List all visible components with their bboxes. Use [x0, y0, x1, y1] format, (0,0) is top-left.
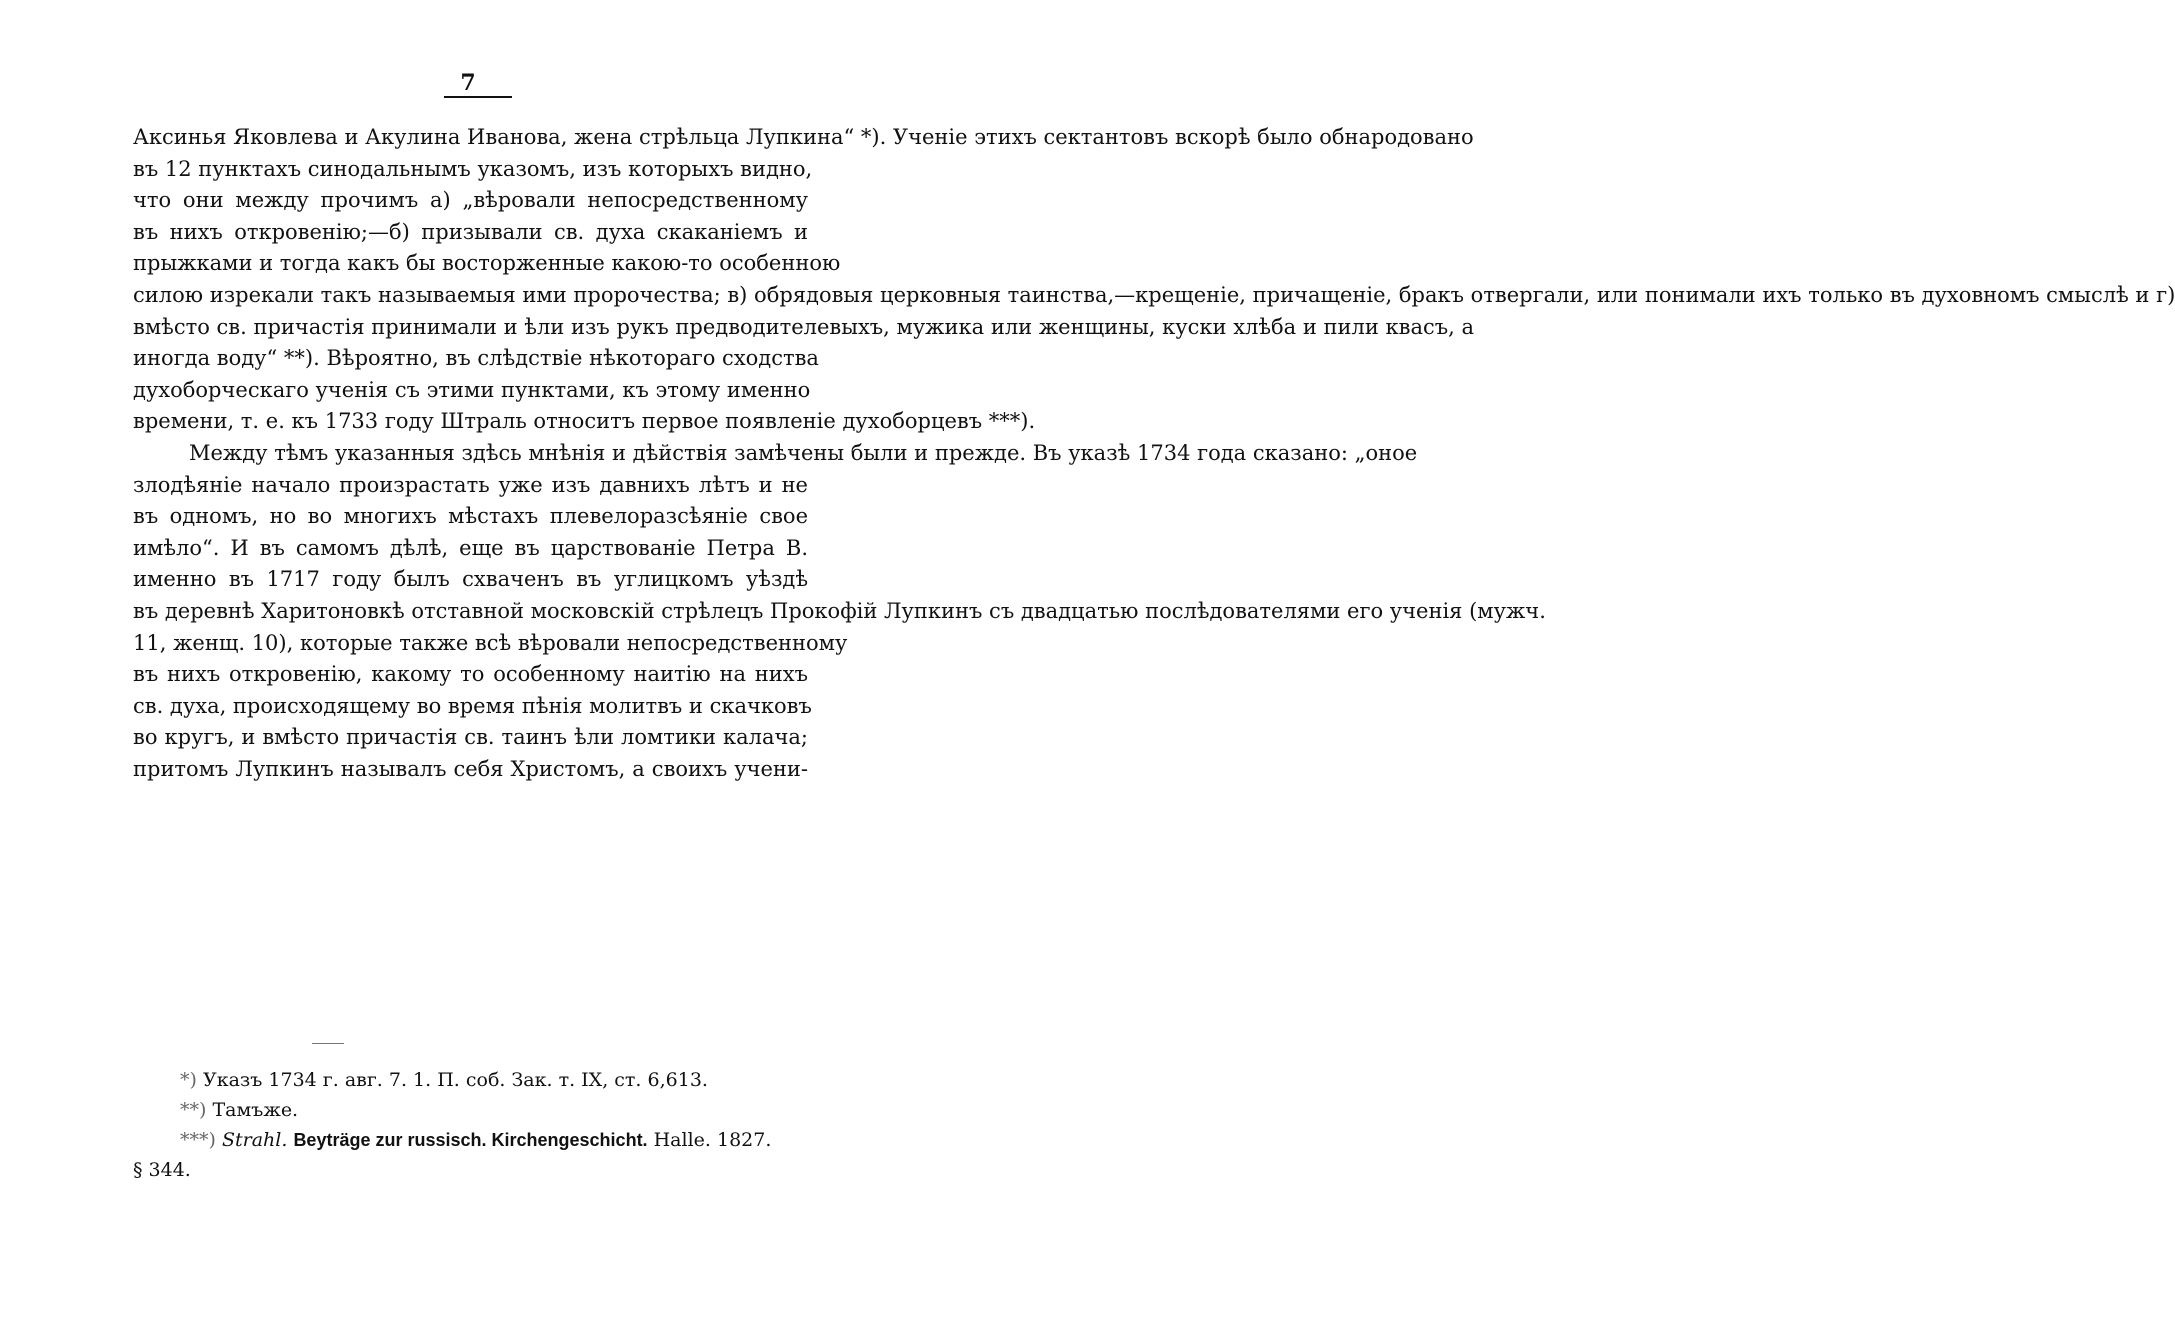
footnote-title: Beyträge zur russisch. Kirchengeschicht. [293, 1130, 648, 1150]
footnote-separator [312, 1043, 344, 1044]
footnote-3 [133, 1125, 808, 1155]
body-text [133, 122, 2175, 785]
footnote-3-continuation [133, 1155, 808, 1185]
text-line: что они между прочимъ а) „вѣровали непосредственному [133, 188, 808, 213]
text-line: прыжками и тогда какъ бы восторженные какою-то особенною [133, 251, 841, 276]
footnote-2 [133, 1095, 808, 1125]
text-line: во кругъ, и вмѣсто причастія св. таинъ ѣли ломтики калача; [133, 725, 808, 750]
footnotes [133, 1065, 808, 1185]
page-number: 7 [460, 70, 476, 96]
paragraph-start-line: Между тѣмъ указанныя здѣсь мнѣнія и дѣйствія замѣчены были и прежде. Въ указѣ 1734 года сказано: „оное [189, 440, 1418, 465]
text-line: притомъ Лупкинъ называлъ себя Христомъ, а своихъ учени- [133, 756, 808, 781]
text-line: имѣло“. И въ самомъ дѣлѣ, еще въ царствованіе Петра В. [133, 535, 808, 560]
text-line: Аксинья Яковлева и Акулина Иванова, жена стрѣльца Лупкина“ *). Ученіе этихъ сектантовъ вскорѣ было обнародовано [133, 125, 1474, 149]
footnote-marker: ***) [180, 1129, 216, 1151]
text-line: злодѣяніе начало произрастать уже изъ давнихъ лѣтъ и не [133, 472, 808, 497]
text-line: въ деревнѣ Харитоновкѣ отставной московскій стрѣлецъ Прокофій Лупкинъ съ двадцатью послѣдователями его ученія (мужч. [133, 598, 1546, 623]
page-number-rule [444, 96, 512, 98]
text-line: иногда воду“ **). Вѣроятно, въ слѣдствіе нѣкотораго сходства [133, 346, 819, 371]
footnote-marker: *) [180, 1069, 197, 1091]
footnote-text: Указъ 1734 г. авг. 7. 1. П. соб. Зак. т. IX, ст. 6,613. [202, 1069, 708, 1091]
text-line: въ нихъ откровенію;—б) призывали св. духа скаканіемъ и [133, 219, 808, 244]
text-line: въ одномъ, но во многихъ мѣстахъ плевелоразсѣяніе свое [133, 504, 808, 529]
text-line: времени, т. е. къ 1733 году Штраль относитъ первое появленіе духоборцевъ ***). [133, 409, 1036, 434]
text-line: силою изрекали такъ называемыя ими пророчества; в) обрядовыя церковныя таинства,—крещеніе, причащеніе, бракъ отвергали, или понимали ихъ только въ духовномъ смыслѣ и г) [133, 282, 2175, 307]
text-line: вмѣсто св. причастія принимали и ѣли изъ рукъ предводителевыхъ, мужика или женщины, куски хлѣба и пили квасъ, а [133, 314, 1475, 339]
footnote-text: § 344. [133, 1159, 191, 1181]
footnote-1 [133, 1065, 808, 1095]
text-line: именно въ 1717 году былъ схваченъ въ углицкомъ уѣздѣ [133, 567, 808, 592]
footnote-author: Strahl. [221, 1129, 288, 1151]
text-line: духоборческаго ученія съ этими пунктами, къ этому именно [133, 377, 811, 402]
footnote-text: Тамъже. [212, 1099, 299, 1121]
text-line: въ нихъ откровенію, какому то особенному наитію на нихъ [133, 662, 808, 687]
footnote-text: Halle. 1827. [653, 1129, 772, 1151]
text-line: 11, женщ. 10), которые также всѣ вѣровали непосредственному [133, 630, 848, 655]
text-line: св. духа, происходящему во время пѣнія молитвъ и скачковъ [133, 693, 812, 718]
text-line: въ 12 пунктахъ синодальнымъ указомъ, изъ которыхъ видно, [133, 156, 813, 181]
footnote-marker: **) [180, 1099, 207, 1121]
